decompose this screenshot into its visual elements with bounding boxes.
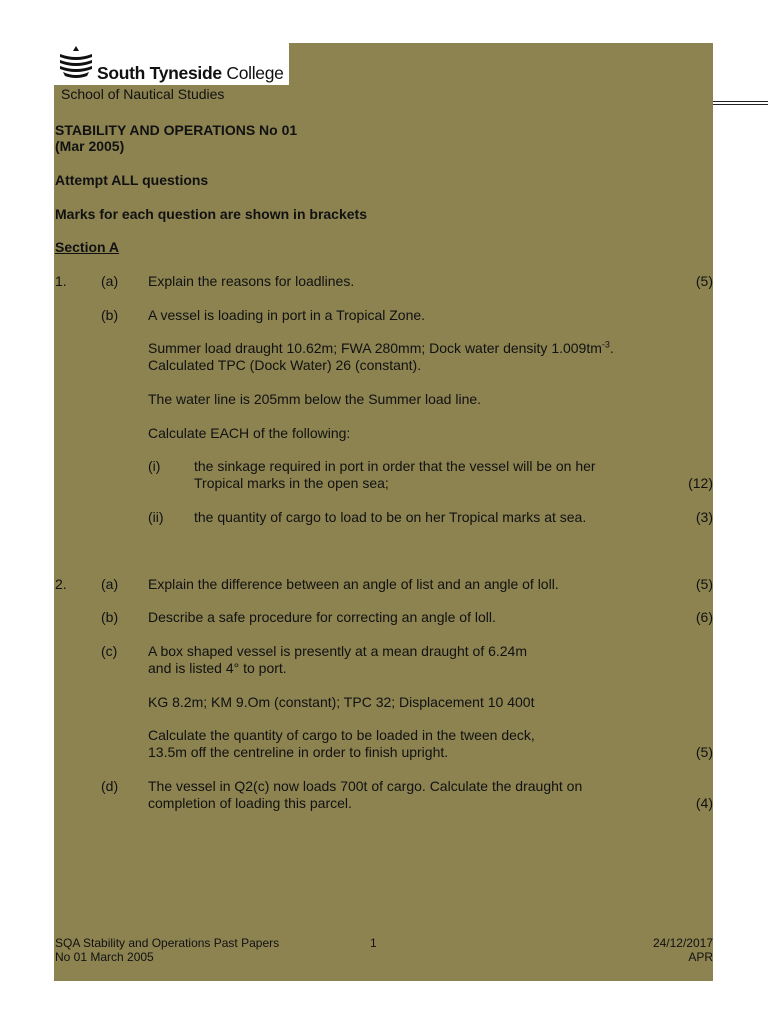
- question-text: A vessel is loading in port in a Tropical Zone.: [148, 307, 426, 323]
- question-data: Calculated TPC (Dock Water) 26 (constant).: [148, 357, 422, 373]
- page-number: 1: [370, 936, 377, 950]
- college-logo: [54, 43, 289, 85]
- school-name: School of Nautical Studies: [61, 86, 225, 102]
- marks: (12): [688, 475, 713, 491]
- question-text: Tropical marks in the open sea;: [194, 475, 389, 491]
- instruction-marks: Marks for each question are shown in brackets: [55, 206, 367, 222]
- exam-title: STABILITY AND OPERATIONS No 01: [55, 122, 298, 138]
- question-text: Calculate EACH of the following:: [148, 425, 351, 441]
- marks: (5): [695, 744, 713, 760]
- footer-title: SQA Stability and Operations Past Papers: [55, 936, 280, 950]
- section-heading: Section A: [55, 239, 120, 255]
- question-number: 2.: [55, 576, 67, 592]
- ship-crest-icon: [57, 45, 95, 81]
- footer-date: 24/12/2017: [652, 936, 713, 950]
- footer-initials: APR: [688, 950, 713, 964]
- marks: (3): [695, 509, 713, 525]
- instruction-attempt: Attempt ALL questions: [55, 172, 209, 188]
- question-text: completion of loading this parcel.: [148, 795, 352, 811]
- question-data: Summer load draught 10.62m; FWA 280mm; Dock water density $1.009tm^{-3}$.: [148, 339, 614, 356]
- part-label: (b): [101, 307, 119, 323]
- header-rule: [713, 101, 768, 102]
- exam-date: (Mar 2005): [55, 138, 125, 154]
- subpart-label: (ii): [148, 509, 164, 525]
- question-text: the quantity of cargo to load to be on her Tropical marks at sea.: [194, 509, 587, 525]
- question-text: the sinkage required in port in order that the vessel will be on her: [194, 458, 596, 474]
- part-label: (d): [101, 778, 119, 794]
- question-number: 1.: [55, 273, 67, 289]
- part-label: (a): [101, 273, 119, 289]
- question-text: The vessel in Q2(c) now loads 700t of cargo. Calculate the draught on: [148, 778, 583, 794]
- question-text: Explain the difference between an angle of list and an angle of loll.: [148, 576, 559, 592]
- question-text: and is listed 4° to port.: [148, 660, 287, 676]
- part-label: (a): [101, 576, 119, 592]
- marks: (5): [695, 273, 713, 289]
- question-text: The water line is 205mm below the Summer load line.: [148, 391, 482, 407]
- subpart-label: (i): [148, 458, 161, 474]
- question-text: Calculate the quantity of cargo to be loaded in the tween deck,: [148, 727, 535, 743]
- part-label: (c): [101, 643, 118, 659]
- part-label: (b): [101, 609, 119, 625]
- question-text: 13.5m off the centreline in order to finish upright.: [148, 744, 449, 760]
- question-text: A box shaped vessel is presently at a mean draught of 6.24m: [148, 643, 528, 659]
- marks: (5): [695, 576, 713, 592]
- marks: (4): [695, 795, 713, 811]
- footer-paper: No 01 March 2005: [55, 950, 154, 964]
- question-text: Describe a safe procedure for correcting an angle of loll.: [148, 609, 496, 625]
- college-name: South Tyneside College: [97, 63, 284, 83]
- question-text: Explain the reasons for loadlines.: [148, 273, 355, 289]
- question-data: KG 8.2m; KM 9.Om (constant); TPC 32; Displacement 10 400t: [148, 694, 535, 710]
- header-rule: [713, 104, 768, 105]
- marks: (6): [695, 609, 713, 625]
